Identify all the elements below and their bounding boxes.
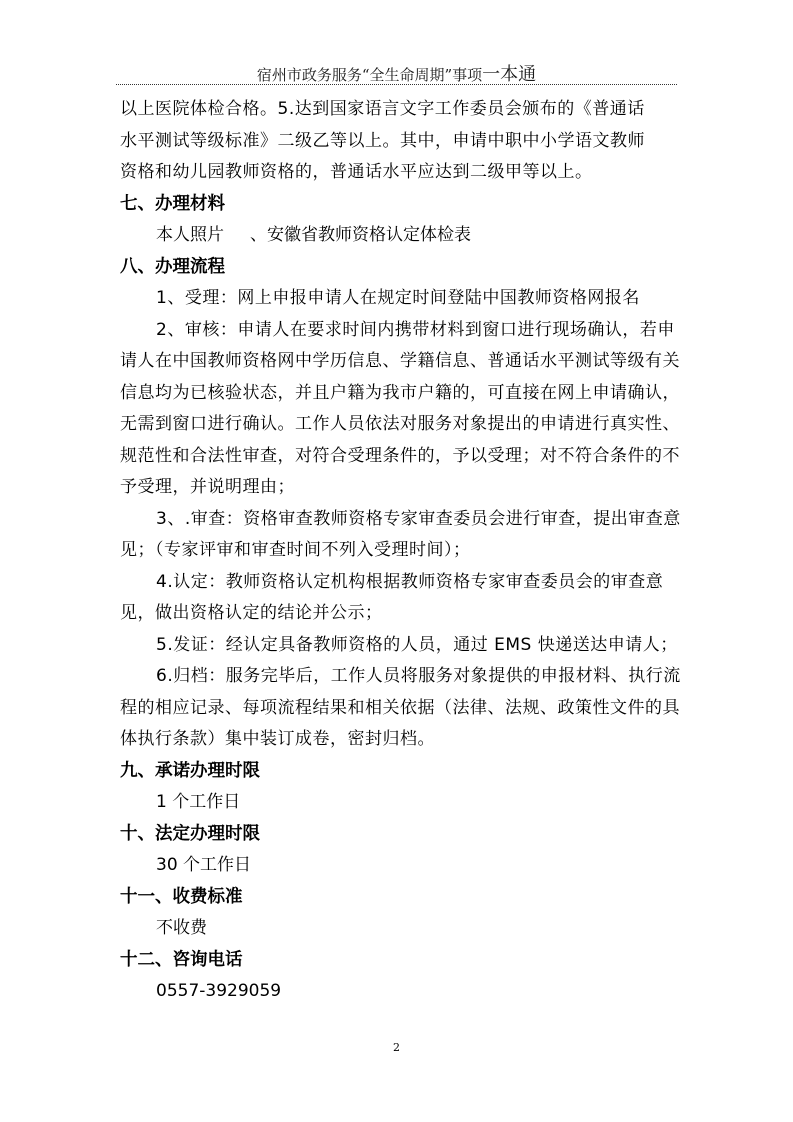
page-number: 2 (393, 1041, 400, 1054)
intro-line-1: 以上医院体检合格。5.达到国家语言文字工作委员会颁布的《普通话 (120, 99, 645, 119)
process-step-3: 3、.审查：资格审查教师资格专家审查委员会进行审查，提出审查意见；（专家评审和审查时间不列入受理时间）； (120, 508, 681, 560)
section-fee-heading: 十一、收费标准 (120, 886, 243, 907)
material-photo: 本人照片 (156, 225, 224, 245)
process-step-6: 6.归档：服务完毕后，工作人员将服务对象提供的申报材料、执行流程的相应记录、每项流程结果和相关依据（法律、法规、政策性文件的具体执行条款）集中装订成卷，密封归档。 (120, 666, 681, 749)
promise-time-value: 1 个工作日 (156, 792, 241, 812)
phone-value: 0557-3929059 (156, 981, 282, 1001)
section-process-heading: 八、办理流程 (120, 256, 225, 277)
intro-line-2: 水平测试等级标准》二级乙等以上。其中，申请中职中小学语文教师 (120, 130, 645, 151)
process-step-5: 5.发证：经认定具备教师资格的人员，通过 EMS 快递送达申请人； (156, 634, 678, 655)
section-legal-time-heading: 十、法定办理时限 (120, 823, 260, 844)
header-title-suffix: 一本通 (482, 64, 537, 85)
section-materials-heading: 七、办理材料 (120, 193, 225, 214)
page-header (0, 60, 793, 86)
material-health-form: 、安徽省教师资格认定体检表 (250, 225, 471, 245)
materials-list (120, 220, 682, 252)
process-step-2: 2、审核：申请人在要求时间内携带材料到窗口进行现场确认，若申请人在中国教师资格网中学历信息、学籍信息、普通话水平测试等级有关信息均为已核验状态，并且户籍为我市户籍的，可直接在网上申请确认，无需到窗口进行确认。工作人员依法对服务对象提出的申请进行真实性、规范性和合法性审查，对符合受理条件的，予以受理；对不符合条件的不予受理，并说明理由； (120, 319, 680, 497)
process-step-1: 1、受理：网上申报申请人在规定时间登陆中国教师资格网报名 (156, 288, 640, 308)
document-body (120, 94, 682, 1008)
fee-value: 不收费 (156, 918, 207, 938)
section-phone-heading: 十二、咨询电话 (120, 949, 243, 970)
header-title-prefix: 宿州市政务服务“全生命周期”事项 (256, 66, 483, 84)
legal-time-value: 30 个工作日 (156, 855, 252, 875)
header-rule (116, 84, 677, 85)
intro-line-3: 资格和幼儿园教师资格的，普通话水平应达到二级甲等以上。 (120, 162, 593, 182)
section-promise-time-heading: 九、承诺办理时限 (120, 760, 260, 781)
process-step-4: 4.认定：教师资格认定机构根据教师资格专家审查委员会的审查意见，做出资格认定的结论并公示； (120, 571, 664, 623)
